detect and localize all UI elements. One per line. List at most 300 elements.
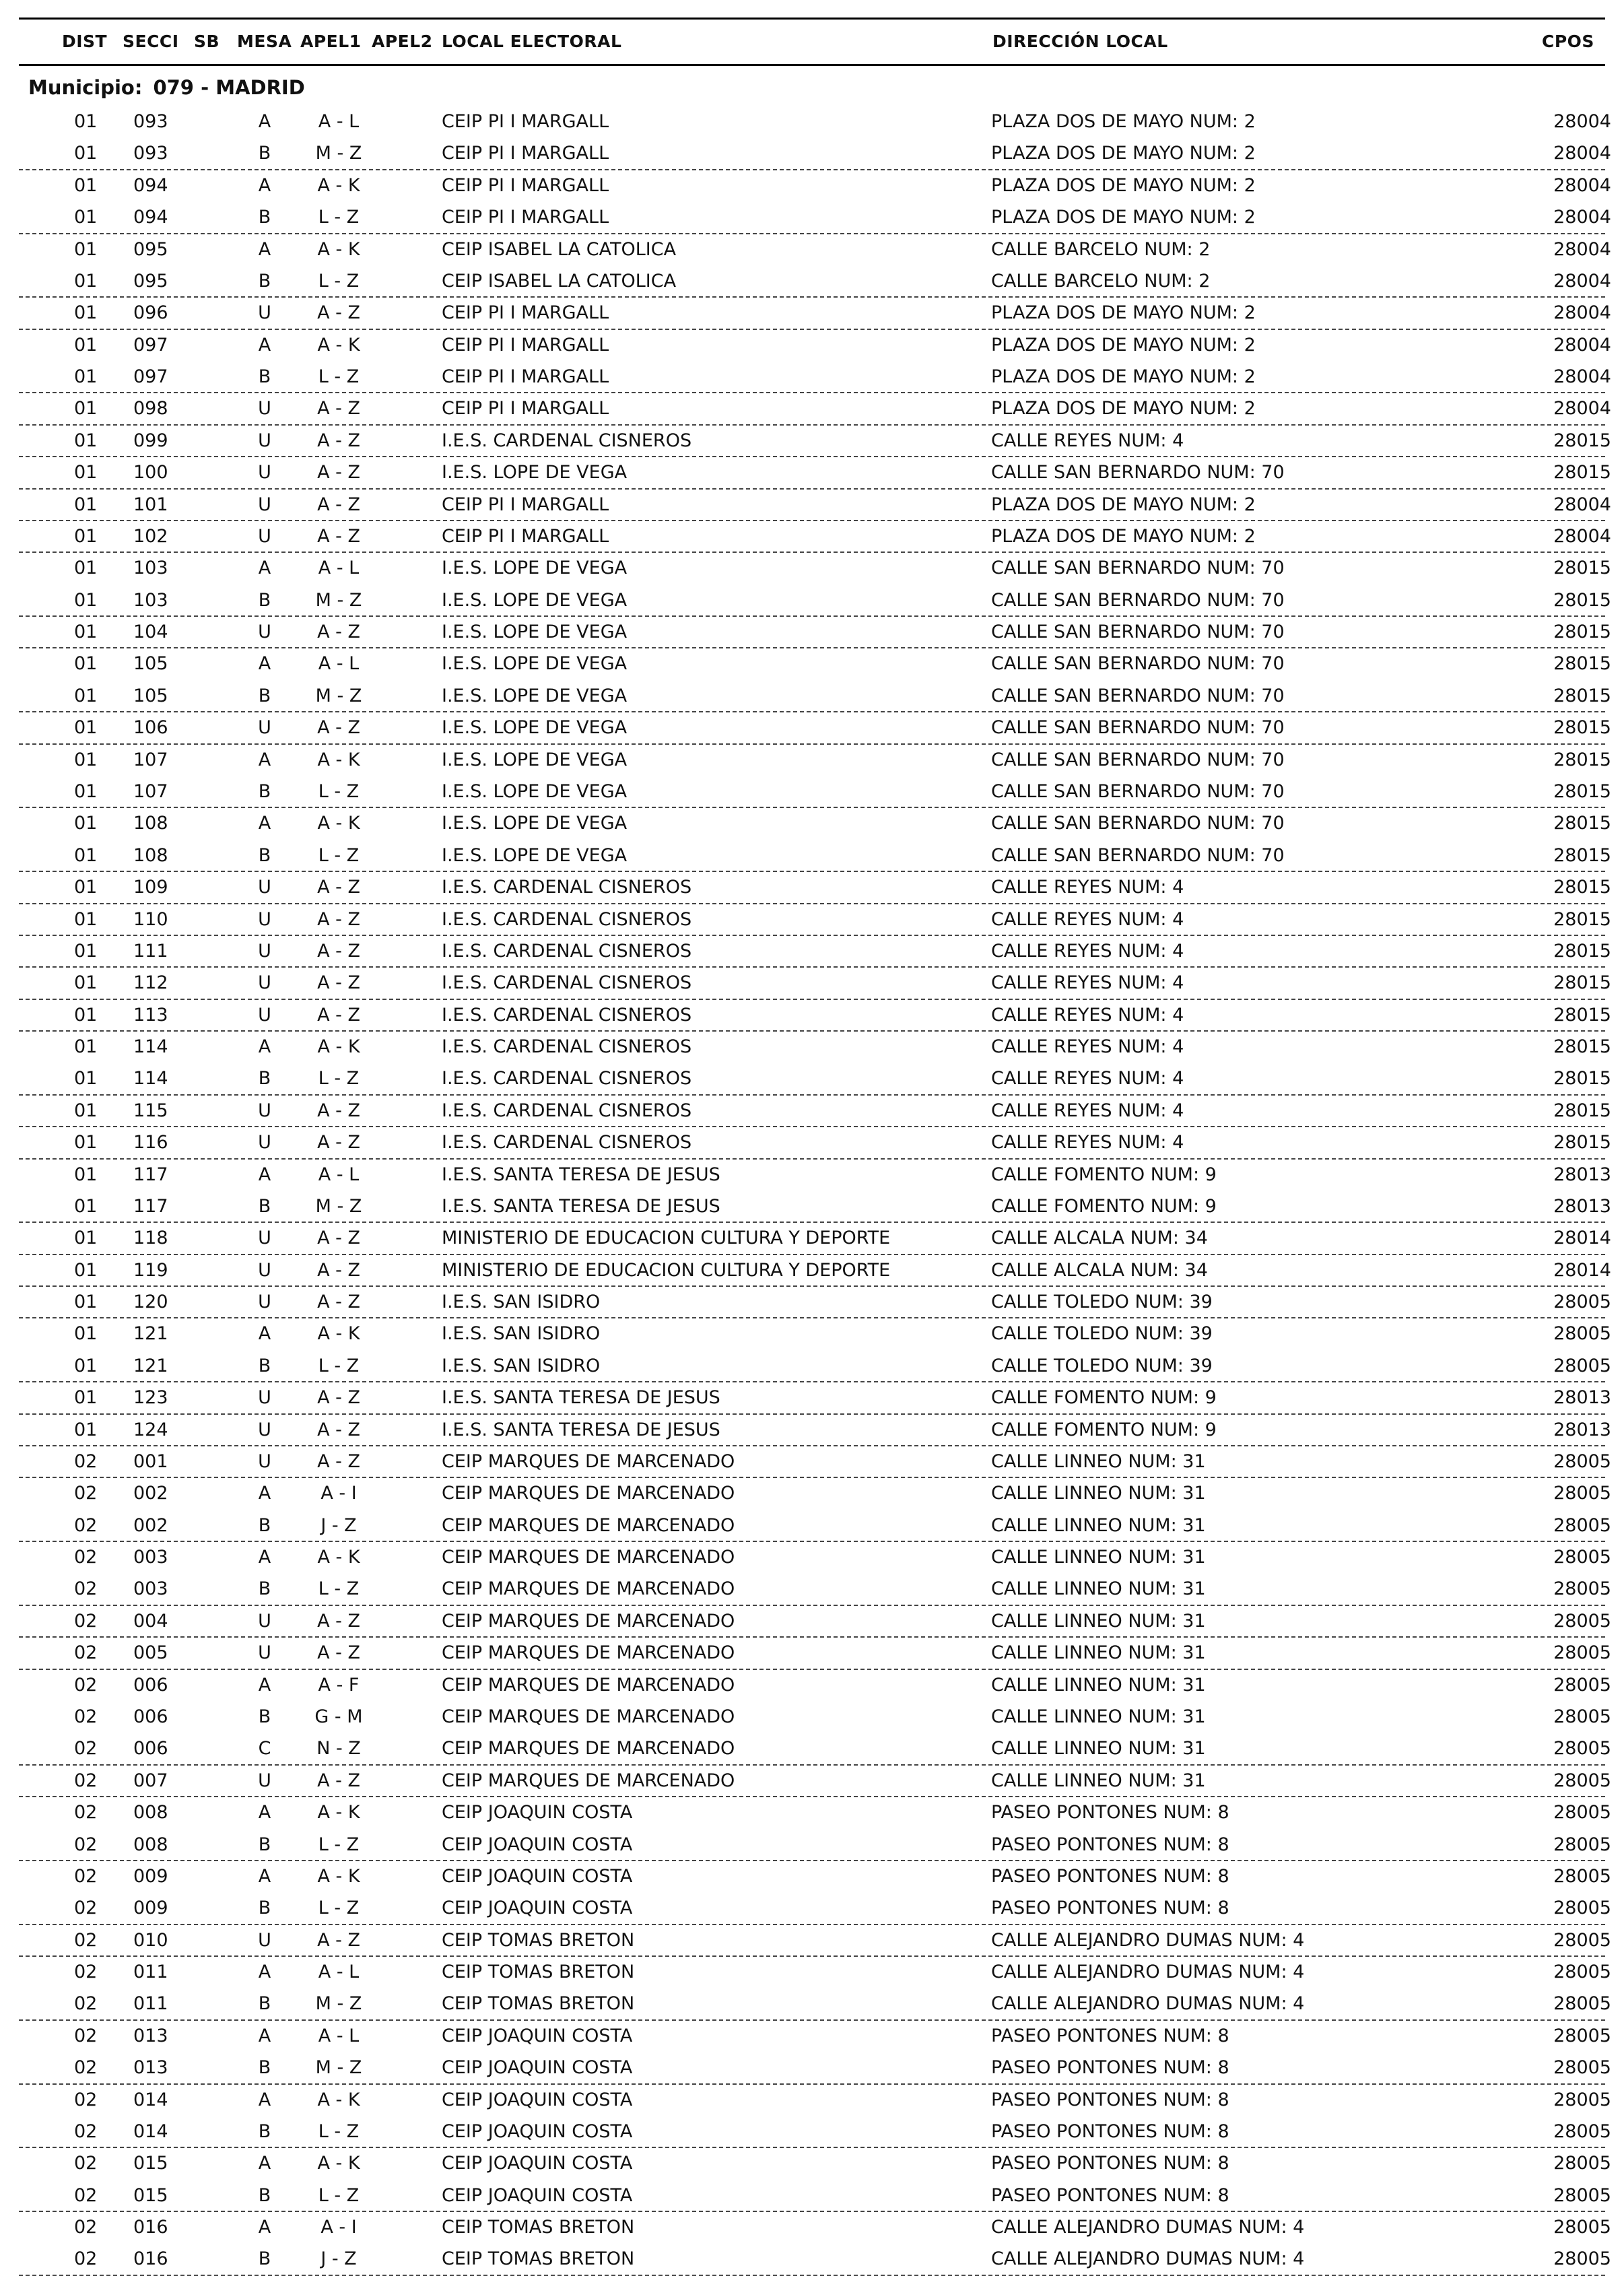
dist-cell: 01 — [74, 685, 98, 706]
secci-cell: 016 — [133, 2217, 168, 2238]
sb-cell: U — [258, 430, 271, 451]
apel-cell: A - Z — [317, 1929, 360, 1951]
sb-cell: A — [258, 334, 271, 356]
secci-cell: 095 — [133, 238, 168, 260]
table-row — [19, 489, 1611, 521]
apel-cell: L - Z — [318, 1068, 360, 1090]
direccion-cell: PASEO PONTONES NUM: 8 — [991, 2184, 1229, 2206]
table-row — [19, 265, 1611, 297]
table-row — [19, 1669, 1611, 1701]
direccion-cell: CALLE REYES NUM: 4 — [991, 940, 1184, 962]
table-row — [19, 1733, 1611, 1764]
secci-cell: 001 — [133, 1450, 168, 1472]
dist-cell: 02 — [74, 2248, 98, 2270]
local-cell: CEIP MARQUES DE MARCENADO — [442, 1450, 735, 1472]
secci-cell: 105 — [133, 653, 168, 675]
direccion-cell: CALLE SAN BERNARDO NUM: 70 — [991, 558, 1285, 579]
apel-cell: L - Z — [318, 270, 360, 292]
apel-cell: A - Z — [317, 1004, 360, 1026]
dist-cell: 02 — [74, 2120, 98, 2142]
sb-cell: A — [258, 111, 271, 132]
secci-cell: 110 — [133, 908, 168, 930]
local-cell: I.E.S. LOPE DE VEGA — [442, 813, 628, 834]
dist-cell: 01 — [74, 622, 98, 643]
cpos-cell: 28015 — [1553, 908, 1611, 930]
local-cell: CEIP PI I MARGALL — [442, 366, 609, 388]
local-cell: I.E.S. LOPE DE VEGA — [442, 589, 628, 611]
secci-cell: 015 — [133, 2153, 168, 2174]
sb-cell: B — [258, 685, 271, 706]
table-row — [19, 1254, 1611, 1286]
direccion-cell: CALLE FOMENTO NUM: 9 — [991, 1164, 1217, 1185]
secci-cell: 101 — [133, 494, 168, 515]
secci-cell: 117 — [133, 1195, 168, 1217]
col-header-dist: DIST — [62, 32, 108, 51]
direccion-cell: CALLE SAN BERNARDO NUM: 70 — [991, 462, 1285, 483]
direccion-cell: CALLE LINNEO NUM: 31 — [991, 1674, 1206, 1696]
local-cell: CEIP JOAQUIN COSTA — [442, 1834, 633, 1855]
local-cell: CEIP MARQUES DE MARCENADO — [442, 1547, 735, 1568]
apel-cell: A - L — [318, 111, 360, 132]
dist-cell: 01 — [74, 462, 98, 483]
dist-cell: 01 — [74, 494, 98, 515]
apel-cell: L - Z — [318, 2184, 360, 2206]
apel-cell: L - Z — [318, 844, 360, 866]
sb-cell: B — [258, 143, 271, 164]
direccion-cell: CALLE REYES NUM: 4 — [991, 1068, 1184, 1090]
sb-cell: U — [258, 398, 271, 420]
table-row — [19, 584, 1611, 616]
cpos-cell: 28005 — [1553, 1547, 1611, 1568]
dist-cell: 01 — [74, 558, 98, 579]
header-top-rule — [19, 18, 1605, 20]
cpos-cell: 28015 — [1553, 1100, 1611, 1121]
apel-cell: A - L — [318, 1164, 360, 1185]
local-cell: CEIP JOAQUIN COSTA — [442, 2153, 633, 2174]
apel-cell: A - L — [318, 653, 360, 675]
dist-cell: 02 — [74, 2057, 98, 2079]
cpos-cell: 28004 — [1553, 143, 1611, 164]
dist-cell: 01 — [74, 1419, 98, 1440]
cpos-cell: 28004 — [1553, 334, 1611, 356]
dist-cell: 01 — [74, 1355, 98, 1376]
table-row — [19, 1637, 1611, 1669]
direccion-cell: CALLE ALEJANDRO DUMAS NUM: 4 — [991, 2248, 1305, 2270]
table-row — [19, 967, 1611, 999]
secci-cell: 095 — [133, 270, 168, 292]
sb-cell: A — [258, 1802, 271, 1823]
apel-cell: J - Z — [320, 1514, 357, 1536]
sb-cell: A — [258, 2089, 271, 2110]
sb-cell: U — [258, 908, 271, 930]
local-cell: I.E.S. SANTA TERESA DE JESUS — [442, 1164, 720, 1185]
table-row — [19, 457, 1611, 488]
sb-cell: B — [258, 1068, 271, 1090]
local-cell: I.E.S. CARDENAL CISNEROS — [442, 1100, 692, 1121]
dist-cell: 01 — [74, 717, 98, 739]
table-row — [19, 840, 1611, 871]
col-header-apel1: APEL1 — [300, 32, 362, 51]
table-row — [19, 297, 1611, 329]
cpos-cell: 28014 — [1553, 1259, 1611, 1281]
secci-cell: 118 — [133, 1228, 168, 1249]
apel-cell: L - Z — [318, 207, 360, 228]
table-row — [19, 393, 1611, 424]
sb-cell: A — [258, 1962, 271, 1983]
local-cell: CEIP MARQUES DE MARCENADO — [442, 1706, 735, 1727]
sb-cell: B — [258, 1514, 271, 1536]
table-row — [19, 1956, 1611, 1988]
apel-cell: A - Z — [317, 1387, 360, 1409]
dist-cell: 01 — [74, 174, 98, 196]
secci-cell: 096 — [133, 302, 168, 324]
table-row — [19, 2020, 1611, 2052]
direccion-cell: CALLE ALEJANDRO DUMAS NUM: 4 — [991, 1993, 1305, 2015]
cpos-cell: 28005 — [1553, 1802, 1611, 1823]
direccion-cell: CALLE TOLEDO NUM: 39 — [991, 1292, 1213, 1313]
table-row — [19, 904, 1611, 935]
sb-cell: U — [258, 1100, 271, 1121]
apel-cell: A - K — [317, 174, 360, 196]
apel-cell: M - Z — [315, 1195, 362, 1217]
direccion-cell: CALLE ALCALA NUM: 34 — [991, 1228, 1208, 1249]
secci-cell: 097 — [133, 366, 168, 388]
dist-cell: 01 — [74, 1228, 98, 1249]
direccion-cell: CALLE SAN BERNARDO NUM: 70 — [991, 622, 1285, 643]
dist-cell: 01 — [74, 908, 98, 930]
table-row — [19, 1159, 1611, 1191]
sb-cell: U — [258, 302, 271, 324]
direccion-cell: CALLE ALEJANDRO DUMAS NUM: 4 — [991, 2217, 1305, 2238]
secci-cell: 117 — [133, 1164, 168, 1185]
sb-cell: U — [258, 622, 271, 643]
local-cell: I.E.S. LOPE DE VEGA — [442, 844, 628, 866]
cpos-cell: 28015 — [1553, 1004, 1611, 1026]
apel-cell: A - Z — [317, 622, 360, 643]
direccion-cell: PLAZA DOS DE MAYO NUM: 2 — [991, 111, 1256, 132]
local-cell: CEIP MARQUES DE MARCENADO — [442, 1674, 735, 1696]
dist-cell: 02 — [74, 1834, 98, 1855]
apel-cell: A - F — [318, 1674, 360, 1696]
table-row — [19, 871, 1611, 903]
table-row — [19, 425, 1611, 457]
local-cell: CEIP JOAQUIN COSTA — [442, 1898, 633, 1919]
local-cell: CEIP ISABEL LA CATOLICA — [442, 270, 677, 292]
secci-cell: 013 — [133, 2057, 168, 2079]
direccion-cell: PASEO PONTONES NUM: 8 — [991, 2089, 1229, 2110]
dist-cell: 02 — [74, 1578, 98, 1600]
municipio-value: 079 - MADRID — [153, 76, 305, 99]
cpos-cell: 28015 — [1553, 1036, 1611, 1058]
apel-cell: M - Z — [315, 143, 362, 164]
apel-cell: A - L — [318, 2025, 360, 2046]
direccion-cell: PASEO PONTONES NUM: 8 — [991, 1834, 1229, 1855]
local-cell: I.E.S. SAN ISIDRO — [442, 1292, 601, 1313]
apel-cell: A - Z — [317, 1419, 360, 1440]
sb-cell: A — [258, 558, 271, 579]
direccion-cell: CALLE BARCELO NUM: 2 — [991, 270, 1211, 292]
apel-cell: A - Z — [317, 1610, 360, 1632]
direccion-cell: PLAZA DOS DE MAYO NUM: 2 — [991, 174, 1256, 196]
dist-cell: 02 — [74, 1610, 98, 1632]
apel-cell: A - Z — [317, 1292, 360, 1313]
table-row — [19, 1573, 1611, 1605]
cpos-cell: 28005 — [1553, 1898, 1611, 1919]
local-cell: CEIP MARQUES DE MARCENADO — [442, 1642, 735, 1664]
dist-cell: 01 — [74, 1068, 98, 1090]
sb-cell: A — [258, 1036, 271, 1058]
table-row — [19, 329, 1611, 361]
dist-cell: 01 — [74, 238, 98, 260]
direccion-cell: PASEO PONTONES NUM: 8 — [991, 1802, 1229, 1823]
apel-cell: A - Z — [317, 525, 360, 547]
secci-cell: 009 — [133, 1898, 168, 1919]
table-row — [19, 106, 1611, 137]
secci-cell: 007 — [133, 1770, 168, 1791]
secci-cell: 097 — [133, 334, 168, 356]
sb-cell: U — [258, 1259, 271, 1281]
secci-cell: 003 — [133, 1547, 168, 1568]
sb-cell: B — [258, 2057, 271, 2079]
table-row — [19, 1031, 1611, 1063]
sb-cell: B — [258, 2248, 271, 2270]
direccion-cell: CALLE LINNEO NUM: 31 — [991, 1514, 1206, 1536]
secci-cell: 099 — [133, 430, 168, 451]
cpos-cell: 28005 — [1553, 1578, 1611, 1600]
apel-cell: L - Z — [318, 1355, 360, 1376]
secci-cell: 105 — [133, 685, 168, 706]
cpos-cell: 28005 — [1553, 1962, 1611, 1983]
local-cell: CEIP PI I MARGALL — [442, 143, 609, 164]
direccion-cell: CALLE BARCELO NUM: 2 — [991, 238, 1211, 260]
dist-cell: 01 — [74, 207, 98, 228]
secci-cell: 006 — [133, 1706, 168, 1727]
dist-cell: 01 — [74, 1100, 98, 1121]
table-row — [19, 1286, 1611, 1318]
apel-cell: A - Z — [317, 1228, 360, 1249]
local-cell: CEIP JOAQUIN COSTA — [442, 2025, 633, 2046]
secci-cell: 108 — [133, 844, 168, 866]
dist-cell: 02 — [74, 1962, 98, 1983]
direccion-cell: CALLE REYES NUM: 4 — [991, 1004, 1184, 1026]
apel-cell: A - Z — [317, 462, 360, 483]
secci-cell: 113 — [133, 1004, 168, 1026]
table-row — [19, 521, 1611, 552]
apel-cell: M - Z — [315, 685, 362, 706]
direccion-cell: PASEO PONTONES NUM: 8 — [991, 2057, 1229, 2079]
cpos-cell: 28015 — [1553, 462, 1611, 483]
sb-cell: B — [258, 1355, 271, 1376]
table-row — [19, 1414, 1611, 1446]
local-cell: I.E.S. SANTA TERESA DE JESUS — [442, 1419, 720, 1440]
sb-cell: B — [258, 1706, 271, 1727]
cpos-cell: 28005 — [1553, 1674, 1611, 1696]
local-cell: CEIP JOAQUIN COSTA — [442, 1865, 633, 1887]
sb-cell: B — [258, 2184, 271, 2206]
secci-cell: 010 — [133, 1929, 168, 1951]
local-cell: MINISTERIO DE EDUCACION CULTURA Y DEPORTE — [442, 1259, 891, 1281]
dist-cell: 01 — [74, 111, 98, 132]
dist-cell: 01 — [74, 813, 98, 834]
dist-cell: 01 — [74, 430, 98, 451]
table-row — [19, 2180, 1611, 2211]
secci-cell: 104 — [133, 622, 168, 643]
sb-cell: B — [258, 207, 271, 228]
dist-cell: 01 — [74, 940, 98, 962]
apel-cell: A - Z — [317, 1642, 360, 1664]
cpos-cell: 28005 — [1553, 1834, 1611, 1855]
direccion-cell: CALLE REYES NUM: 4 — [991, 1036, 1184, 1058]
dist-cell: 02 — [74, 2153, 98, 2174]
secci-cell: 116 — [133, 1132, 168, 1153]
local-cell: I.E.S. SANTA TERESA DE JESUS — [442, 1195, 720, 1217]
local-cell: I.E.S. SAN ISIDRO — [442, 1355, 601, 1376]
cpos-cell: 28005 — [1553, 2025, 1611, 2046]
local-cell: CEIP MARQUES DE MARCENADO — [442, 1770, 735, 1791]
direccion-cell: CALLE SAN BERNARDO NUM: 70 — [991, 717, 1285, 739]
sb-cell: B — [258, 366, 271, 388]
direccion-cell: CALLE SAN BERNARDO NUM: 70 — [991, 844, 1285, 866]
sb-cell: A — [258, 653, 271, 675]
table-row — [19, 1477, 1611, 1509]
apel-cell: A - K — [317, 1547, 360, 1568]
direccion-cell: CALLE ALEJANDRO DUMAS NUM: 4 — [991, 1962, 1305, 1983]
dist-cell: 01 — [74, 270, 98, 292]
direccion-cell: CALLE LINNEO NUM: 31 — [991, 1738, 1206, 1760]
dist-cell: 01 — [74, 1132, 98, 1153]
cpos-cell: 28005 — [1553, 2089, 1611, 2110]
local-cell: CEIP MARQUES DE MARCENADO — [442, 1514, 735, 1536]
table-row — [19, 1892, 1611, 1924]
col-header-local: LOCAL ELECTORAL — [442, 32, 622, 51]
apel-cell: L - Z — [318, 1578, 360, 1600]
direccion-cell: CALLE LINNEO NUM: 31 — [991, 1770, 1206, 1791]
table-row — [19, 137, 1611, 169]
sb-cell: B — [258, 589, 271, 611]
sb-cell: A — [258, 1674, 271, 1696]
cpos-cell: 28005 — [1553, 1993, 1611, 2015]
dist-cell: 01 — [74, 143, 98, 164]
table-row — [19, 552, 1611, 584]
table-row — [19, 234, 1611, 265]
direccion-cell: PLAZA DOS DE MAYO NUM: 2 — [991, 398, 1256, 420]
local-cell: CEIP MARQUES DE MARCENADO — [442, 1610, 735, 1632]
direccion-cell: CALLE SAN BERNARDO NUM: 70 — [991, 685, 1285, 706]
cpos-cell: 28013 — [1553, 1387, 1611, 1409]
dist-cell: 01 — [74, 366, 98, 388]
table-row — [19, 807, 1611, 839]
dist-cell: 02 — [74, 1738, 98, 1760]
secci-cell: 103 — [133, 558, 168, 579]
table-row — [19, 648, 1611, 679]
direccion-cell: CALLE REYES NUM: 4 — [991, 430, 1184, 451]
secci-cell: 015 — [133, 2184, 168, 2206]
local-cell: CEIP JOAQUIN COSTA — [442, 2057, 633, 2079]
cpos-cell: 28004 — [1553, 207, 1611, 228]
apel-cell: J - Z — [320, 2248, 357, 2270]
sb-cell: B — [258, 270, 271, 292]
apel-cell: A - L — [318, 1962, 360, 1983]
dist-cell: 01 — [74, 972, 98, 994]
local-cell: I.E.S. LOPE DE VEGA — [442, 653, 628, 675]
secci-cell: 005 — [133, 1642, 168, 1664]
cpos-cell: 28015 — [1553, 589, 1611, 611]
apel-cell: A - K — [317, 1802, 360, 1823]
direccion-cell: CALLE LINNEO NUM: 31 — [991, 1706, 1206, 1727]
secci-cell: 114 — [133, 1068, 168, 1090]
table-row — [19, 170, 1611, 201]
dist-cell: 01 — [74, 1004, 98, 1026]
col-header-cpos: CPOS — [1542, 32, 1594, 51]
direccion-cell: CALLE LINNEO NUM: 31 — [991, 1578, 1206, 1600]
cpos-cell: 28005 — [1553, 1929, 1611, 1951]
apel-cell: A - L — [318, 558, 360, 579]
local-cell: I.E.S. LOPE DE VEGA — [442, 717, 628, 739]
local-cell: I.E.S. CARDENAL CISNEROS — [442, 908, 692, 930]
secci-cell: 112 — [133, 972, 168, 994]
sb-cell: A — [258, 813, 271, 834]
local-cell: CEIP PI I MARGALL — [442, 525, 609, 547]
sb-cell: U — [258, 1642, 271, 1664]
table-row — [19, 2084, 1611, 2116]
local-cell: I.E.S. CARDENAL CISNEROS — [442, 972, 692, 994]
direccion-cell: CALLE FOMENTO NUM: 9 — [991, 1195, 1217, 1217]
local-cell: I.E.S. CARDENAL CISNEROS — [442, 1004, 692, 1026]
apel-cell: A - Z — [317, 908, 360, 930]
direccion-cell: CALLE SAN BERNARDO NUM: 70 — [991, 813, 1285, 834]
dist-cell: 02 — [74, 1802, 98, 1823]
local-cell: I.E.S. LOPE DE VEGA — [442, 462, 628, 483]
local-cell: CEIP JOAQUIN COSTA — [442, 2120, 633, 2142]
apel-cell: A - K — [317, 2089, 360, 2110]
dist-cell: 02 — [74, 1865, 98, 1887]
apel-cell: A - Z — [317, 1770, 360, 1791]
local-cell: CEIP MARQUES DE MARCENADO — [442, 1578, 735, 1600]
sb-cell: U — [258, 1770, 271, 1791]
direccion-cell: CALLE LINNEO NUM: 31 — [991, 1547, 1206, 1568]
dist-cell: 01 — [74, 525, 98, 547]
secci-cell: 008 — [133, 1802, 168, 1823]
table-row — [19, 776, 1611, 807]
apel-cell: A - Z — [317, 972, 360, 994]
secci-cell: 011 — [133, 1962, 168, 1983]
dist-cell: 01 — [74, 1036, 98, 1058]
dist-cell: 02 — [74, 1642, 98, 1664]
apel-cell: L - Z — [318, 1834, 360, 1855]
table-row — [19, 1382, 1611, 1413]
local-cell: I.E.S. SANTA TERESA DE JESUS — [442, 1387, 720, 1409]
dist-cell: 02 — [74, 2217, 98, 2238]
local-cell: CEIP PI I MARGALL — [442, 174, 609, 196]
apel-cell: A - Z — [317, 717, 360, 739]
direccion-cell: CALLE REYES NUM: 4 — [991, 877, 1184, 898]
municipio-heading — [28, 75, 316, 100]
table-row — [19, 744, 1611, 776]
secci-cell: 103 — [133, 589, 168, 611]
secci-cell: 115 — [133, 1100, 168, 1121]
sb-cell: B — [258, 844, 271, 866]
dist-cell: 01 — [74, 749, 98, 770]
cpos-cell: 28005 — [1553, 1738, 1611, 1760]
secci-cell: 093 — [133, 143, 168, 164]
cpos-cell: 28005 — [1553, 2120, 1611, 2142]
cpos-cell: 28005 — [1553, 1706, 1611, 1727]
col-header-secci: SECCI — [123, 32, 179, 51]
apel-cell: A - K — [317, 749, 360, 770]
cpos-cell: 28005 — [1553, 2184, 1611, 2206]
sb-cell: A — [258, 1865, 271, 1887]
cpos-cell: 28014 — [1553, 1228, 1611, 1249]
